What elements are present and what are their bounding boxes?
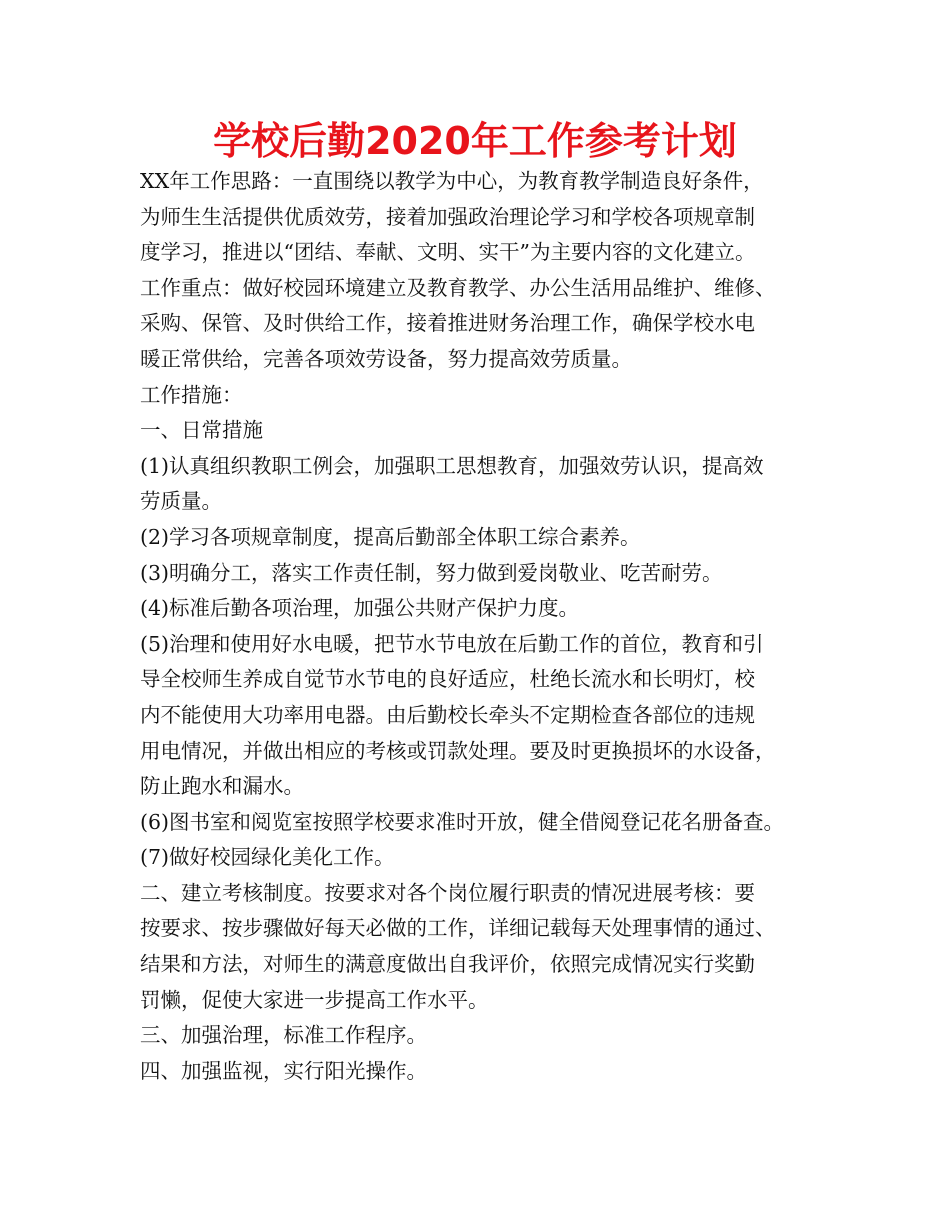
document-title: 学校后勤2020年工作参考计划	[213, 119, 737, 163]
text-line: 防止跑水和漏水。	[140, 774, 304, 799]
text-line: 度学习，推进以“团结、奉献、文明、实干”为主要内容的文化建立。	[140, 240, 756, 265]
text-line: (7)做好校园绿化美化工作。	[140, 845, 395, 870]
text-line: (3)明确分工，落实工作责任制，努力做到爱岗敬业、吃苦耐劳。	[140, 560, 723, 585]
text-line: 导全校师生养成自觉节水节电的良好适应，杜绝长流水和长明灯，校	[140, 667, 755, 692]
text-line: 用电情况，并做出相应的考核或罚款处理。要及时更换损坏的水设备，	[140, 738, 776, 763]
text-line: (6)图书室和阅览室按照学校要求准时开放，健全借阅登记花名册备查。	[140, 809, 785, 834]
document-body	[140, 164, 830, 1089]
text-line: 暖正常供给，完善各项效劳设备，努力提高效劳质量。	[140, 346, 632, 371]
text-line: 二、建立考核制度。按要求对各个岗位履行职责的情况进展考核：要	[140, 880, 755, 905]
text-line: 工作措施：	[140, 382, 243, 407]
text-line: 为师生生活提供优质效劳，接着加强政治理论学习和学校各项规章制	[140, 204, 755, 229]
text-line: 三、加强治理，标准工作程序。	[140, 1023, 427, 1048]
text-line: 一、日常措施	[140, 418, 263, 443]
text-line: 采购、保管、及时供给工作，接着推进财务治理工作，确保学校水电	[140, 311, 755, 336]
text-line: XX年工作思路：一直围绕以教学为中心，为教育教学制造良好条件，	[140, 169, 764, 193]
text-line: 四、加强监视，实行阳光操作。	[140, 1058, 427, 1083]
text-line: 罚懒，促使大家进一步提高工作水平。	[140, 987, 489, 1012]
text-line: (4)标准后勤各项治理，加强公共财产保护力度。	[140, 596, 580, 621]
text-line: (2)学习各项规章制度，提高后勤部全体职工综合素养。	[140, 524, 641, 549]
text-line: (5)治理和使用好水电暖，把节水节电放在后勤工作的首位，教育和引	[140, 631, 764, 656]
text-line: 按要求、按步骤做好每天必做的工作，详细记载每天处理事情的通过、	[140, 916, 776, 941]
text-line: 内不能使用大功率用电器。由后勤校长牵头不定期检查各部位的违规	[140, 702, 755, 727]
text-line: (1)认真组织教职工例会，加强职工思想教育，加强效劳认识，提高效	[140, 453, 764, 478]
text-line: 工作重点：做好校园环境建立及教育教学、办公生活用品维护、维修、	[140, 275, 776, 300]
text-line: 结果和方法，对师生的满意度做出自我评价，依照完成情况实行奖勤	[140, 952, 755, 977]
text-line: 劳质量。	[140, 489, 222, 514]
